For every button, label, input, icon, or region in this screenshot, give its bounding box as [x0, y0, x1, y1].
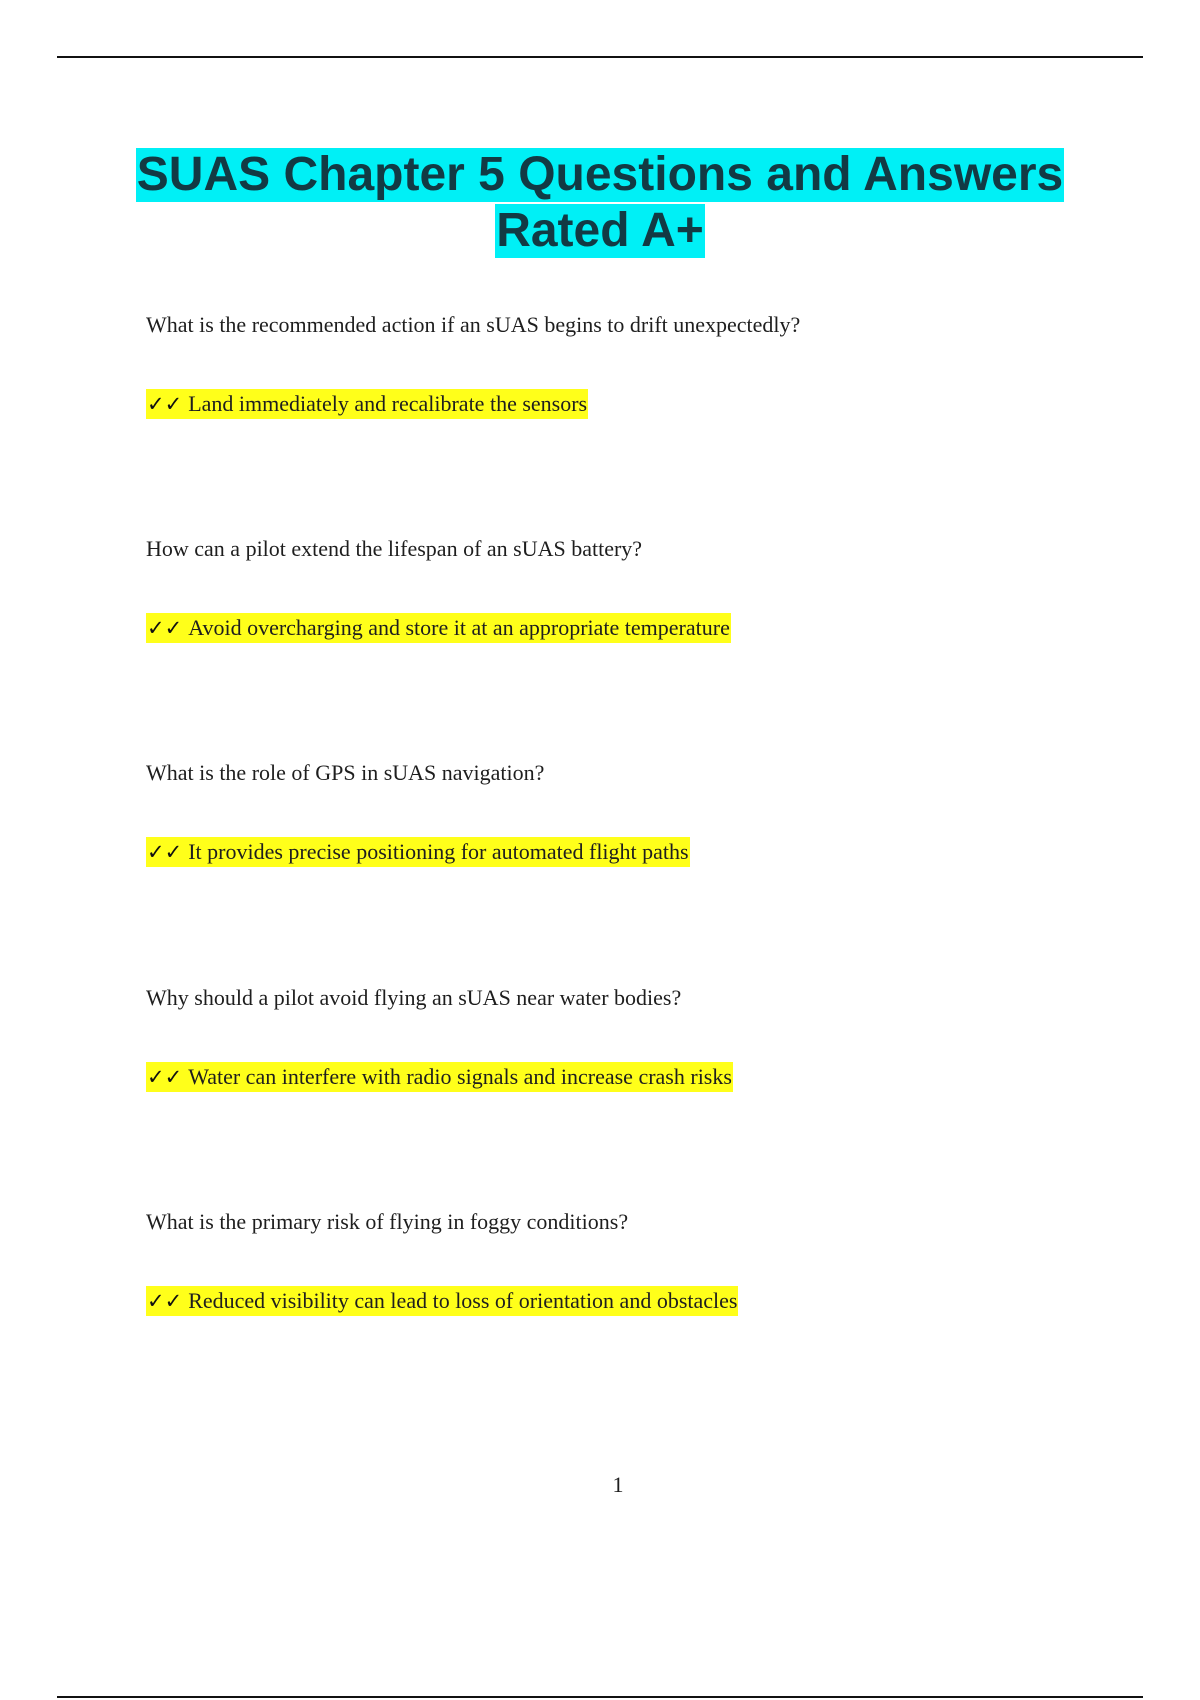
double-check-icon: ✓✓ [147, 392, 183, 416]
qa-item-3 [146, 760, 1106, 867]
qa-item-2 [146, 536, 1106, 643]
answer-text: It provides precise positioning for automated flight paths [188, 839, 689, 864]
footer-rule [57, 1696, 1143, 1698]
page-number: 1 [612, 1472, 624, 1497]
answer-highlight [146, 837, 690, 867]
answer-highlight [146, 1286, 738, 1316]
double-check-icon: ✓✓ [147, 1289, 183, 1313]
answer-text: Water can interfere with radio signals and increase crash risks [188, 1064, 732, 1089]
question-text: What is the primary risk of flying in foggy conditions? [146, 1209, 629, 1234]
double-check-icon: ✓✓ [147, 1065, 183, 1089]
answer-highlight [146, 613, 731, 643]
answer-text: Reduced visibility can lead to loss of orientation and obstacles [188, 1288, 738, 1313]
qa-item-5 [146, 1209, 1106, 1316]
double-check-icon: ✓✓ [147, 840, 183, 864]
question-text: How can a pilot extend the lifespan of an sUAS battery? [146, 536, 643, 561]
answer-text: Avoid overcharging and store it at an appropriate temperature [188, 615, 730, 640]
title-line-1: SUAS Chapter 5 Questions and Answers [136, 148, 1064, 201]
question-text: What is the recommended action if an sUAS begins to drift unexpectedly? [146, 312, 801, 337]
qa-item-4 [146, 985, 1106, 1092]
question-text: Why should a pilot avoid flying an sUAS near water bodies? [146, 985, 682, 1010]
answer-highlight [146, 1062, 733, 1092]
answer-text: Land immediately and recalibrate the sensors [188, 391, 588, 416]
answer-highlight [146, 389, 588, 419]
qa-item-1 [146, 312, 1106, 419]
header-rule [57, 56, 1143, 58]
double-check-icon: ✓✓ [147, 616, 183, 640]
document-title [0, 148, 1200, 258]
title-line-2: Rated A+ [496, 204, 704, 257]
question-text: What is the role of GPS in sUAS navigation? [146, 760, 545, 785]
